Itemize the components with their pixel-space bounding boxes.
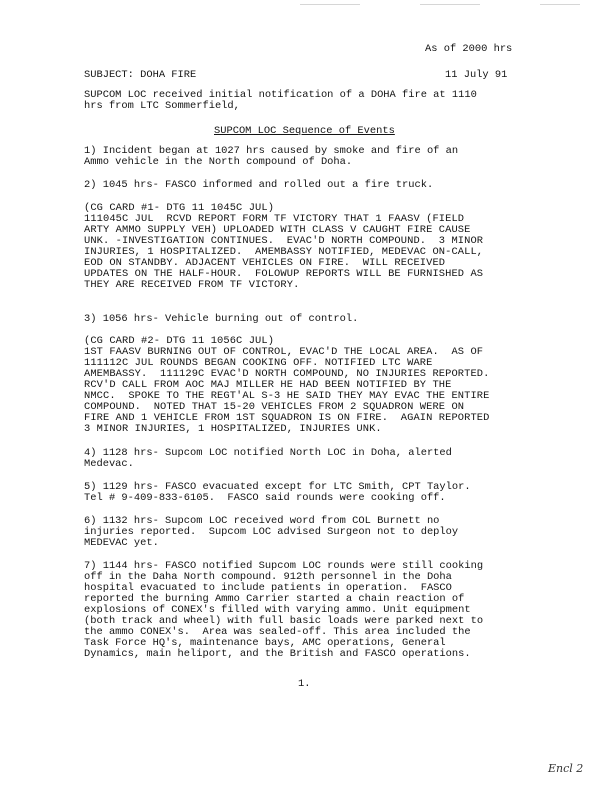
card-line: COMPOUND. NOTED THAT 15-20 VEHICLES FROM 2 SQUADRON WERE ON (84, 401, 465, 413)
card-line: NMCC. SPOKE TO THE REGT'AL S-3 HE SAID THEY MAY EVAC THE ENTIRE (84, 390, 490, 402)
entry-line: MEDEVAC yet. (84, 537, 159, 549)
card-line: INJURIES, 1 HOSPITALIZED. AMEMBASSY NOTIFIED, MEDEVAC ON-CALL, (84, 246, 484, 258)
card-line: AMEMBASSY. 111129C EVAC'D NORTH COMPOUND, NO INJURIES REPORTED. (84, 368, 490, 380)
card-line: ARTY AMMO SUPPLY VEH) UPLOADED WITH CLASS V CAUGHT FIRE CAUSE (84, 224, 471, 236)
entry-line: Tel # 9-409-833-6105. FASCO said rounds were cooking off. (84, 492, 446, 504)
section-title: SUPCOM LOC Sequence of Events (214, 125, 395, 137)
card-line: 111045C JUL RCVD REPORT FORM TF VICTORY THAT 1 FAASV (FIELD (84, 213, 465, 225)
entry-line: (both track and wheel) with full basic loads were parked next to (84, 615, 484, 627)
as-of-time: As of 2000 hrs (425, 43, 513, 55)
scan-top-rule (540, 4, 580, 5)
entry-line: Medevac. (84, 458, 134, 470)
entry-line: Ammo vehicle in the North compound of Doha. (84, 156, 353, 168)
card-line: (CG CARD #1- DTG 11 1045C JUL) (84, 202, 275, 214)
card-line: RCV'D CALL FROM AOC MAJ MILLER HE HAD BEEN NOTIFIED BY THE (84, 379, 452, 391)
entry-line: off in the Daha North compound. 912th personnel in the Doha (84, 571, 452, 583)
intro-line: hrs from LTC Sommerfield, (84, 100, 240, 112)
card-line: 1ST FAASV BURNING OUT OF CONTROL, EVAC'D THE LOCAL AREA. AS OF (84, 346, 484, 358)
card-line: EOD ON STANDBY. ADJACENT VEHICLES ON FIRE. WILL RECEIVED (84, 257, 446, 269)
entry-line: Dynamics, main heliport, and the British and FASCO operations. (84, 648, 471, 660)
intro-line: SUPCOM LOC received initial notification of a DOHA fire at 1110 (84, 89, 477, 101)
entry-line: 4) 1128 hrs- Supcom LOC notified North LOC in Doha, alerted (84, 447, 452, 459)
entry-line: reported the burning Ammo Carrier started a chain reaction of (84, 593, 465, 605)
handwritten-enclosure-note: Encl 2 (548, 762, 584, 775)
entry-line: 3) 1056 hrs- Vehicle burning out of control. (84, 313, 359, 325)
entry-line: Task Force HQ's, maintenance bays, AMC operations, General (84, 637, 446, 649)
entry-line: 6) 1132 hrs- Supcom LOC received word from COL Burnett no (84, 515, 440, 527)
page-number: 1. (298, 678, 311, 690)
entry-line: 5) 1129 hrs- FASCO evacuated except for LTC Smith, CPT Taylor. (84, 481, 471, 493)
card-line: THEY ARE RECEIVED FROM TF VICTORY. (84, 279, 300, 291)
entry-line: injuries reported. Supcom LOC advised Surgeon not to deploy (84, 526, 459, 538)
report-date: 11 July 91 (445, 69, 508, 81)
scan-top-rule (300, 4, 360, 5)
entry-line: 1) Incident began at 1027 hrs caused by smoke and fire of an (84, 145, 459, 157)
card-line: 3 MINOR INJURIES, 1 HOSPITALIZED, INJURIES UNK. (84, 423, 382, 435)
card-line: UPDATES ON THE HALF-HOUR. FOLOWUP REPORTS WILL BE FURNISHED AS (84, 268, 484, 280)
card-line: FIRE AND 1 VEHICLE FROM 1ST SQUADRON IS ON FIRE. AGAIN REPORTED (84, 412, 490, 424)
card-line: UNK. -INVESTIGATION CONTINUES. EVAC'D NORTH COMPOUND. 3 MINOR (84, 235, 484, 247)
card-line: 111112C JUL ROUNDS BEGAN COOKING OFF. NOTIFIED LTC WARE (84, 357, 433, 369)
subject-line: SUBJECT: DOHA FIRE (84, 69, 197, 81)
entry-line: 2) 1045 hrs- FASCO informed and rolled out a fire truck. (84, 179, 434, 191)
card-line: (CG CARD #2- DTG 11 1056C JUL) (84, 335, 275, 347)
entry-line: the ammo CONEX's. Area was sealed-off. This area included the (84, 626, 471, 638)
entry-line: hospital evacuated to include patients in operation. FASCO (84, 582, 452, 594)
scan-top-rule (420, 4, 480, 5)
entry-line: 7) 1144 hrs- FASCO notified Supcom LOC rounds were still cooking (84, 560, 484, 572)
entry-line: explosions of CONEX's filled with varying ammo. Unit equipment (84, 604, 471, 616)
